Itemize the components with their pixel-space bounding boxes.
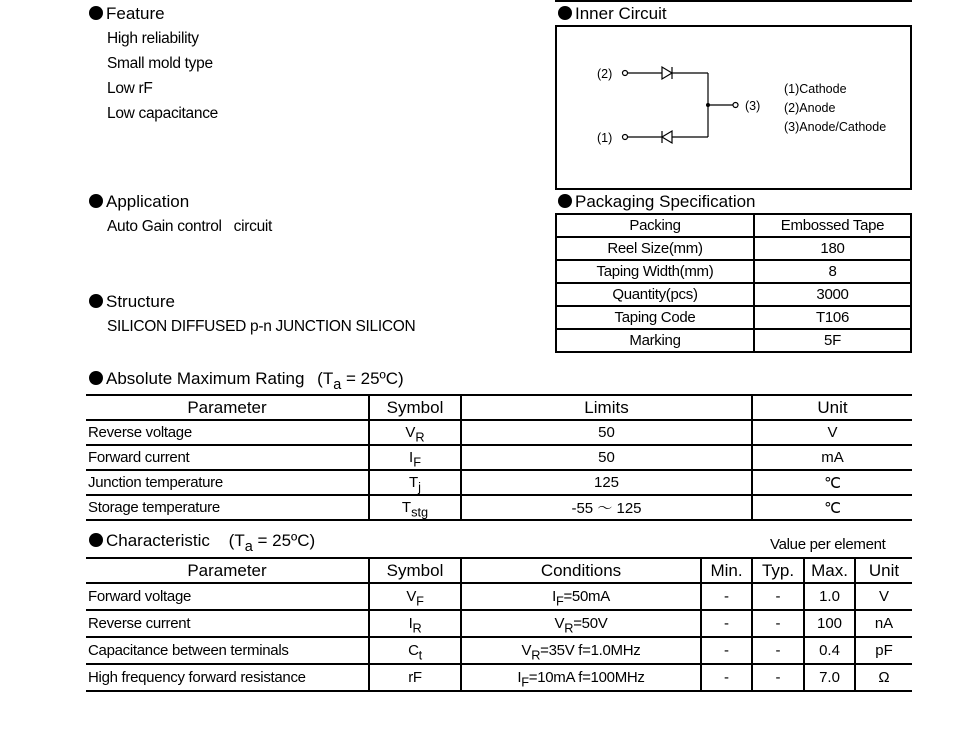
- feature-heading-text: Feature: [106, 4, 165, 23]
- symbol-sub: R: [412, 620, 422, 636]
- cond-main: V: [554, 615, 565, 632]
- symbol-cell: [369, 470, 461, 495]
- unit-cell: mA: [752, 445, 912, 470]
- col-header: Parameter: [86, 395, 369, 420]
- structure-text: SILICON DIFFUSED p-n JUNCTION SILICON: [107, 318, 416, 335]
- cond-prefix: (T: [228, 531, 245, 550]
- symbol-main: I: [408, 615, 413, 632]
- pin-legend-item: (2)Anode: [784, 101, 836, 115]
- unit-cell: V: [752, 420, 912, 445]
- col-header: Parameter: [86, 558, 369, 583]
- unit-cell: ℃: [752, 470, 912, 495]
- symbol-sub: j: [418, 479, 421, 495]
- symbol-main: rF: [408, 669, 422, 686]
- table-header-row: [86, 558, 912, 583]
- symbol-sub: F: [413, 454, 421, 470]
- max-cell: 7.0: [804, 664, 855, 691]
- symbol-main: I: [409, 449, 414, 466]
- bullet-icon: [89, 6, 103, 20]
- symbol-sub: R: [415, 429, 425, 445]
- cond-suffix: = 25ºC): [341, 369, 404, 388]
- table-row: [86, 495, 912, 520]
- table-row: [556, 260, 911, 283]
- symbol-sub: F: [416, 593, 424, 609]
- limit-cell: 50: [461, 420, 752, 445]
- table-row: [86, 470, 912, 495]
- cond-main: V: [521, 642, 532, 659]
- param-cell: Forward current: [86, 445, 369, 470]
- pkg-value: 3000: [754, 283, 911, 306]
- cond-rest: =50V: [573, 615, 608, 632]
- symbol-cell: [369, 495, 461, 520]
- typ-cell: -: [752, 610, 804, 637]
- cond-sub: F: [521, 674, 529, 690]
- symbol-cell: [369, 664, 461, 691]
- pkg-label: Marking: [556, 329, 754, 352]
- limit-cell: 125: [461, 470, 752, 495]
- pin-legend-item: (1)Cathode: [784, 82, 847, 96]
- param-cell: Capacitance between terminals: [86, 637, 369, 664]
- cond-rest: =50mA: [563, 588, 610, 605]
- symbol-main: T: [408, 474, 419, 491]
- cond-main: I: [517, 669, 522, 686]
- col-header: Conditions: [461, 558, 701, 583]
- characteristic-table: [86, 557, 912, 692]
- min-cell: -: [701, 664, 752, 691]
- pin-1-label: (1): [597, 131, 613, 145]
- col-header: Symbol: [369, 395, 461, 420]
- condition-cell: [461, 637, 701, 664]
- pin-1-terminal-icon: [623, 135, 628, 140]
- table-row: [86, 610, 912, 637]
- junction-dot-icon: [706, 103, 710, 107]
- pkg-label: Reel Size(mm): [556, 237, 754, 260]
- packaging-table: [555, 213, 912, 353]
- symbol-sub: t: [418, 647, 422, 663]
- table-row: [556, 283, 911, 306]
- symbol-cell: [369, 420, 461, 445]
- table-row: [556, 306, 911, 329]
- bullet-icon: [89, 294, 103, 308]
- symbol-main: V: [405, 424, 416, 441]
- col-header: Unit: [752, 395, 912, 420]
- pin-3-label: (3): [745, 99, 761, 113]
- unit-cell: V: [855, 583, 912, 610]
- pkg-value: Embossed Tape: [754, 214, 911, 237]
- condition-cell: [461, 664, 701, 691]
- col-header: Min.: [701, 558, 752, 583]
- feature-list: [107, 26, 218, 126]
- inner-circuit-heading: [558, 4, 667, 24]
- feature-heading: [89, 4, 165, 24]
- structure-heading-text: Structure: [106, 292, 175, 311]
- abs-max-heading: [89, 369, 404, 394]
- abs-max-table: [86, 394, 912, 521]
- pin-2-terminal-icon: [623, 71, 628, 76]
- pin-legend-item: (3)Anode/Cathode: [784, 120, 887, 134]
- table-row: [86, 637, 912, 664]
- characteristic-condition: [228, 531, 316, 556]
- diode-bottom-icon: [662, 131, 672, 143]
- cond-prefix: (T: [317, 369, 334, 388]
- unit-cell: pF: [855, 637, 912, 664]
- structure-heading: [89, 292, 175, 312]
- min-cell: -: [701, 610, 752, 637]
- cond-sub: a: [244, 539, 253, 556]
- table-row: [556, 329, 911, 352]
- pkg-value: T106: [754, 306, 911, 329]
- col-header: Limits: [461, 395, 752, 420]
- diode-top-icon: [662, 67, 672, 79]
- param-cell: Forward voltage: [86, 583, 369, 610]
- abs-max-condition: [317, 369, 404, 394]
- table-row: [556, 214, 911, 237]
- max-cell: 100: [804, 610, 855, 637]
- pkg-value: 180: [754, 237, 911, 260]
- min-cell: -: [701, 583, 752, 610]
- feature-item: Low capacitance: [107, 105, 218, 122]
- symbol-main: C: [408, 642, 419, 659]
- bullet-icon: [89, 533, 103, 547]
- feature-item: Small mold type: [107, 55, 213, 72]
- pin-legend: [784, 80, 886, 137]
- inner-circuit-diagram: [555, 25, 912, 190]
- table-header-row: [86, 395, 912, 420]
- condition-cell: [461, 610, 701, 637]
- condition-cell: [461, 583, 701, 610]
- table-row: [556, 237, 911, 260]
- pin-2-label: (2): [597, 67, 613, 81]
- unit-cell: nA: [855, 610, 912, 637]
- max-cell: 0.4: [804, 637, 855, 664]
- bullet-icon: [558, 6, 572, 20]
- table-row: [86, 420, 912, 445]
- cond-suffix: = 25ºC): [252, 531, 316, 550]
- col-header: Unit: [855, 558, 912, 583]
- limit-cell: -55 ～ 125: [461, 495, 752, 520]
- pkg-value: 8: [754, 260, 911, 283]
- symbol-cell: [369, 637, 461, 664]
- cond-rest: =10mA f=100MHz: [528, 669, 645, 686]
- bullet-icon: [89, 371, 103, 385]
- bullet-icon: [89, 194, 103, 208]
- param-cell: Reverse voltage: [86, 420, 369, 445]
- characteristic-heading: [89, 531, 316, 556]
- cond-sub: R: [564, 620, 574, 636]
- cond-sub: F: [555, 593, 564, 609]
- unit-cell: Ω: [855, 664, 912, 691]
- symbol-main: T: [401, 499, 412, 516]
- cond-rest: =35V f=1.0MHz: [540, 642, 641, 659]
- application-text: Auto Gain control circuit: [107, 218, 273, 235]
- typ-cell: -: [752, 664, 804, 691]
- packaging-heading-text: Packaging Specification: [575, 192, 756, 211]
- feature-item: High reliability: [107, 30, 199, 47]
- pkg-label: Taping Width(mm): [556, 260, 754, 283]
- max-cell: 1.0: [804, 583, 855, 610]
- table-row: [86, 445, 912, 470]
- symbol-cell: [369, 583, 461, 610]
- cond-sub: a: [333, 377, 342, 394]
- param-cell: Storage temperature: [86, 495, 369, 520]
- param-cell: High frequency forward resistance: [86, 664, 369, 691]
- table-row: [86, 583, 912, 610]
- cond-sub: R: [531, 647, 541, 663]
- pkg-label: Quantity(pcs): [556, 283, 754, 306]
- application-heading: [89, 192, 189, 212]
- symbol-cell: [369, 610, 461, 637]
- inner-circuit-heading-text: Inner Circuit: [575, 4, 667, 23]
- feature-item: Low rF: [107, 80, 153, 97]
- application-heading-text: Application: [106, 192, 190, 211]
- col-header: Typ.: [752, 558, 804, 583]
- typ-cell: -: [752, 583, 804, 610]
- param-cell: Reverse current: [86, 610, 369, 637]
- packaging-heading: [558, 192, 756, 212]
- abs-max-heading-text: Absolute Maximum Rating: [106, 369, 305, 388]
- table-row: [86, 664, 912, 691]
- pkg-value: 5F: [754, 329, 911, 352]
- symbol-main: V: [406, 588, 417, 605]
- cond-main: I: [552, 588, 556, 605]
- symbol-cell: [369, 445, 461, 470]
- min-cell: -: [701, 637, 752, 664]
- pkg-label: Packing: [556, 214, 754, 237]
- col-header: Max.: [804, 558, 855, 583]
- symbol-sub: stg: [411, 504, 429, 520]
- value-per-element-note: Value per element: [770, 536, 886, 553]
- unit-cell: ℃: [752, 495, 912, 520]
- limit-cell: 50: [461, 445, 752, 470]
- pin-3-terminal-icon: [733, 103, 738, 108]
- param-cell: Junction temperature: [86, 470, 369, 495]
- col-header: Symbol: [369, 558, 461, 583]
- top-rule: [555, 0, 912, 2]
- bullet-icon: [558, 194, 572, 208]
- characteristic-heading-text: Characteristic: [106, 531, 210, 550]
- typ-cell: -: [752, 637, 804, 664]
- pkg-label: Taping Code: [556, 306, 754, 329]
